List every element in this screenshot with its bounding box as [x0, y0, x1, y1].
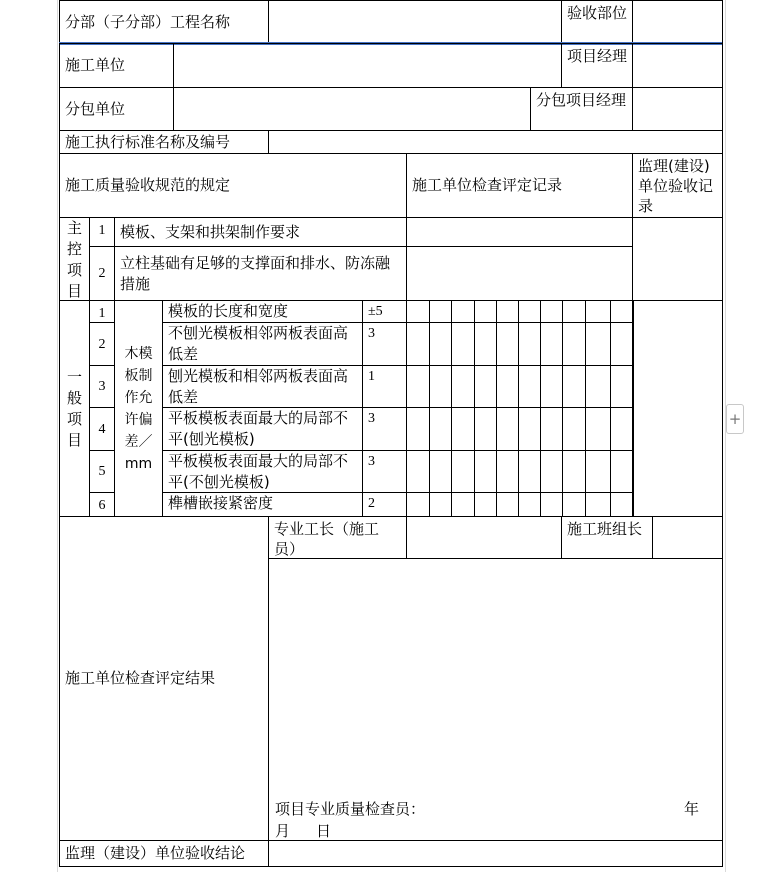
main-control-item-2-record[interactable]: [406, 246, 633, 301]
general-item-2-measure-cell[interactable]: [474, 322, 497, 366]
general-item-2-text: 不刨光模板相邻两板表面高低差: [162, 322, 363, 366]
foreman-field[interactable]: [406, 516, 562, 559]
general-item-3-measure-cell[interactable]: [540, 365, 563, 408]
general-item-6-measure-cell[interactable]: [610, 492, 634, 517]
subdivision-name-field[interactable]: [268, 0, 562, 44]
general-item-3-measure-cell[interactable]: [451, 365, 475, 408]
general-item-1-measure-cell[interactable]: [406, 300, 430, 323]
general-item-1-measure-cell[interactable]: [562, 300, 586, 323]
general-item-6-text: 榫槽嵌接紧密度: [162, 492, 363, 517]
team-leader-label: 施工班组长: [561, 516, 653, 559]
general-item-4-measure-cell[interactable]: [451, 407, 475, 451]
general-item-1-text: 模板的长度和宽度: [162, 300, 363, 323]
general-item-2-measure-cell[interactable]: [585, 322, 611, 366]
general-item-4-measure-cell[interactable]: [540, 407, 563, 451]
general-item-4-measure-cell[interactable]: [562, 407, 586, 451]
general-item-6-measure-cell[interactable]: [429, 492, 452, 517]
page-margin-right: [725, 0, 726, 872]
general-item-6-no: 6: [89, 492, 115, 517]
month-label: 月: [275, 822, 291, 840]
subdivision-name-label: 分部（子分部）工程名称: [59, 0, 269, 44]
main-control-label: 主控项目: [59, 217, 90, 301]
general-item-3-text: 刨光模板和相邻两板表面高低差: [162, 365, 363, 408]
main-control-item-1-record[interactable]: [406, 217, 633, 247]
general-item-6-measure-cell[interactable]: [562, 492, 586, 517]
team-leader-field[interactable]: [652, 516, 723, 559]
general-item-5-measure-cell[interactable]: [585, 450, 611, 493]
add-row-button[interactable]: +: [726, 404, 744, 434]
general-item-3-measure-cell[interactable]: [562, 365, 586, 408]
general-item-2-measure-cell[interactable]: [518, 322, 541, 366]
general-item-2-tolerance: 3: [362, 322, 407, 366]
general-item-1-measure-cell[interactable]: [474, 300, 497, 323]
general-item-4-measure-cell[interactable]: [610, 407, 634, 451]
general-item-4-measure-cell[interactable]: [496, 407, 519, 451]
unit-check-column-header: 施工单位检查评定记录: [406, 153, 633, 218]
conclusion-field[interactable]: [268, 840, 723, 867]
general-item-4-text: 平板模板表面最大的局部不平(刨光模板): [162, 407, 363, 451]
general-item-3-measure-cell[interactable]: [474, 365, 497, 408]
general-item-4-measure-cell[interactable]: [585, 407, 611, 451]
general-item-5-measure-cell[interactable]: [451, 450, 475, 493]
main-control-item-2-text: 立柱基础有足够的支撑面和排水、防冻融措施: [114, 246, 407, 301]
general-item-5-measure-cell[interactable]: [429, 450, 452, 493]
general-item-3-measure-cell[interactable]: [610, 365, 634, 408]
standard-label: 施工执行标准名称及编号: [59, 130, 269, 154]
general-item-1-measure-cell[interactable]: [518, 300, 541, 323]
general-item-6-measure-cell[interactable]: [518, 492, 541, 517]
general-item-5-measure-cell[interactable]: [610, 450, 634, 493]
general-supervision-record[interactable]: [632, 300, 723, 517]
inspector-label: 项目专业质量检查员：: [275, 800, 426, 818]
main-control-supervision-record[interactable]: [632, 217, 723, 301]
general-item-2-measure-cell[interactable]: [496, 322, 519, 366]
general-item-6-measure-cell[interactable]: [406, 492, 430, 517]
general-item-5-measure-cell[interactable]: [518, 450, 541, 493]
main-control-item-1-no: 1: [89, 217, 115, 247]
general-item-6-measure-cell[interactable]: [496, 492, 519, 517]
general-item-2-measure-cell[interactable]: [562, 322, 586, 366]
construction-unit-field[interactable]: [173, 43, 562, 88]
general-item-1-measure-cell[interactable]: [540, 300, 563, 323]
general-item-5-text: 平板模板表面最大的局部不平(不刨光模板): [162, 450, 363, 493]
general-item-4-measure-cell[interactable]: [518, 407, 541, 451]
general-item-1-no: 1: [89, 300, 115, 323]
general-item-2-measure-cell[interactable]: [406, 322, 430, 366]
general-item-1-measure-cell[interactable]: [451, 300, 475, 323]
standard-field[interactable]: [268, 130, 723, 154]
general-items-label: 一般项目: [59, 300, 90, 517]
subcontract-unit-field[interactable]: [173, 87, 531, 131]
general-item-3-tolerance: 1: [362, 365, 407, 408]
conclusion-label: 监理（建设）单位验收结论: [59, 840, 269, 867]
spec-column-header: 施工质量验收规范的规定: [59, 153, 407, 218]
general-item-6-measure-cell[interactable]: [451, 492, 475, 517]
general-item-3-measure-cell[interactable]: [518, 365, 541, 408]
general-item-5-measure-cell[interactable]: [540, 450, 563, 493]
main-control-item-1-text: 模板、支架和拱架制作要求: [114, 217, 407, 247]
project-manager-field[interactable]: [632, 43, 723, 88]
general-item-4-measure-cell[interactable]: [406, 407, 430, 451]
general-item-6-measure-cell[interactable]: [540, 492, 563, 517]
general-item-1-measure-cell[interactable]: [610, 300, 634, 323]
general-item-3-no: 3: [89, 365, 115, 408]
main-control-item-2-no: 2: [89, 246, 115, 301]
general-item-5-measure-cell[interactable]: [496, 450, 519, 493]
foreman-label: 专业工长（施工员）: [268, 516, 407, 559]
subcontract-manager-field[interactable]: [632, 87, 723, 131]
general-item-3-measure-cell[interactable]: [585, 365, 611, 408]
general-item-5-measure-cell[interactable]: [406, 450, 430, 493]
general-item-3-measure-cell[interactable]: [429, 365, 452, 408]
general-item-1-measure-cell[interactable]: [429, 300, 452, 323]
general-item-6-measure-cell[interactable]: [585, 492, 611, 517]
general-item-5-no: 5: [89, 450, 115, 493]
general-item-4-no: 4: [89, 407, 115, 451]
general-item-4-measure-cell[interactable]: [474, 407, 497, 451]
general-item-5-measure-cell[interactable]: [562, 450, 586, 493]
general-item-3-measure-cell[interactable]: [406, 365, 430, 408]
acceptance-part-field[interactable]: [632, 0, 723, 44]
general-item-2-measure-cell[interactable]: [429, 322, 452, 366]
project-manager-label: 项目经理: [561, 43, 633, 88]
page-margin-left: [57, 0, 58, 872]
general-item-5-measure-cell[interactable]: [474, 450, 497, 493]
general-item-1-tolerance: ±5: [362, 300, 407, 323]
acceptance-part-label: 验收部位: [561, 0, 633, 44]
general-item-4-measure-cell[interactable]: [429, 407, 452, 451]
general-item-2-measure-cell[interactable]: [610, 322, 634, 366]
day-label: 日: [316, 822, 332, 840]
supervision-column-header: 监理(建设)单位验收记录: [632, 153, 723, 218]
general-item-6-measure-cell[interactable]: [474, 492, 497, 517]
general-group-label: 木模板制作允许偏差／mm: [114, 300, 163, 517]
general-item-4-tolerance: 3: [362, 407, 407, 451]
construction-unit-label: 施工单位: [59, 43, 174, 88]
general-item-1-measure-cell[interactable]: [585, 300, 611, 323]
general-item-2-no: 2: [89, 322, 115, 366]
general-item-6-tolerance: 2: [362, 492, 407, 517]
year-label: 年: [684, 800, 700, 818]
general-item-2-measure-cell[interactable]: [451, 322, 475, 366]
unit-result-label: 施工单位检查评定结果: [59, 516, 269, 841]
general-item-3-measure-cell[interactable]: [496, 365, 519, 408]
general-item-1-measure-cell[interactable]: [496, 300, 519, 323]
subcontract-manager-label: 分包项目经理: [530, 87, 633, 131]
general-item-5-tolerance: 3: [362, 450, 407, 493]
general-item-2-measure-cell[interactable]: [540, 322, 563, 366]
subcontract-unit-label: 分包单位: [59, 87, 174, 131]
